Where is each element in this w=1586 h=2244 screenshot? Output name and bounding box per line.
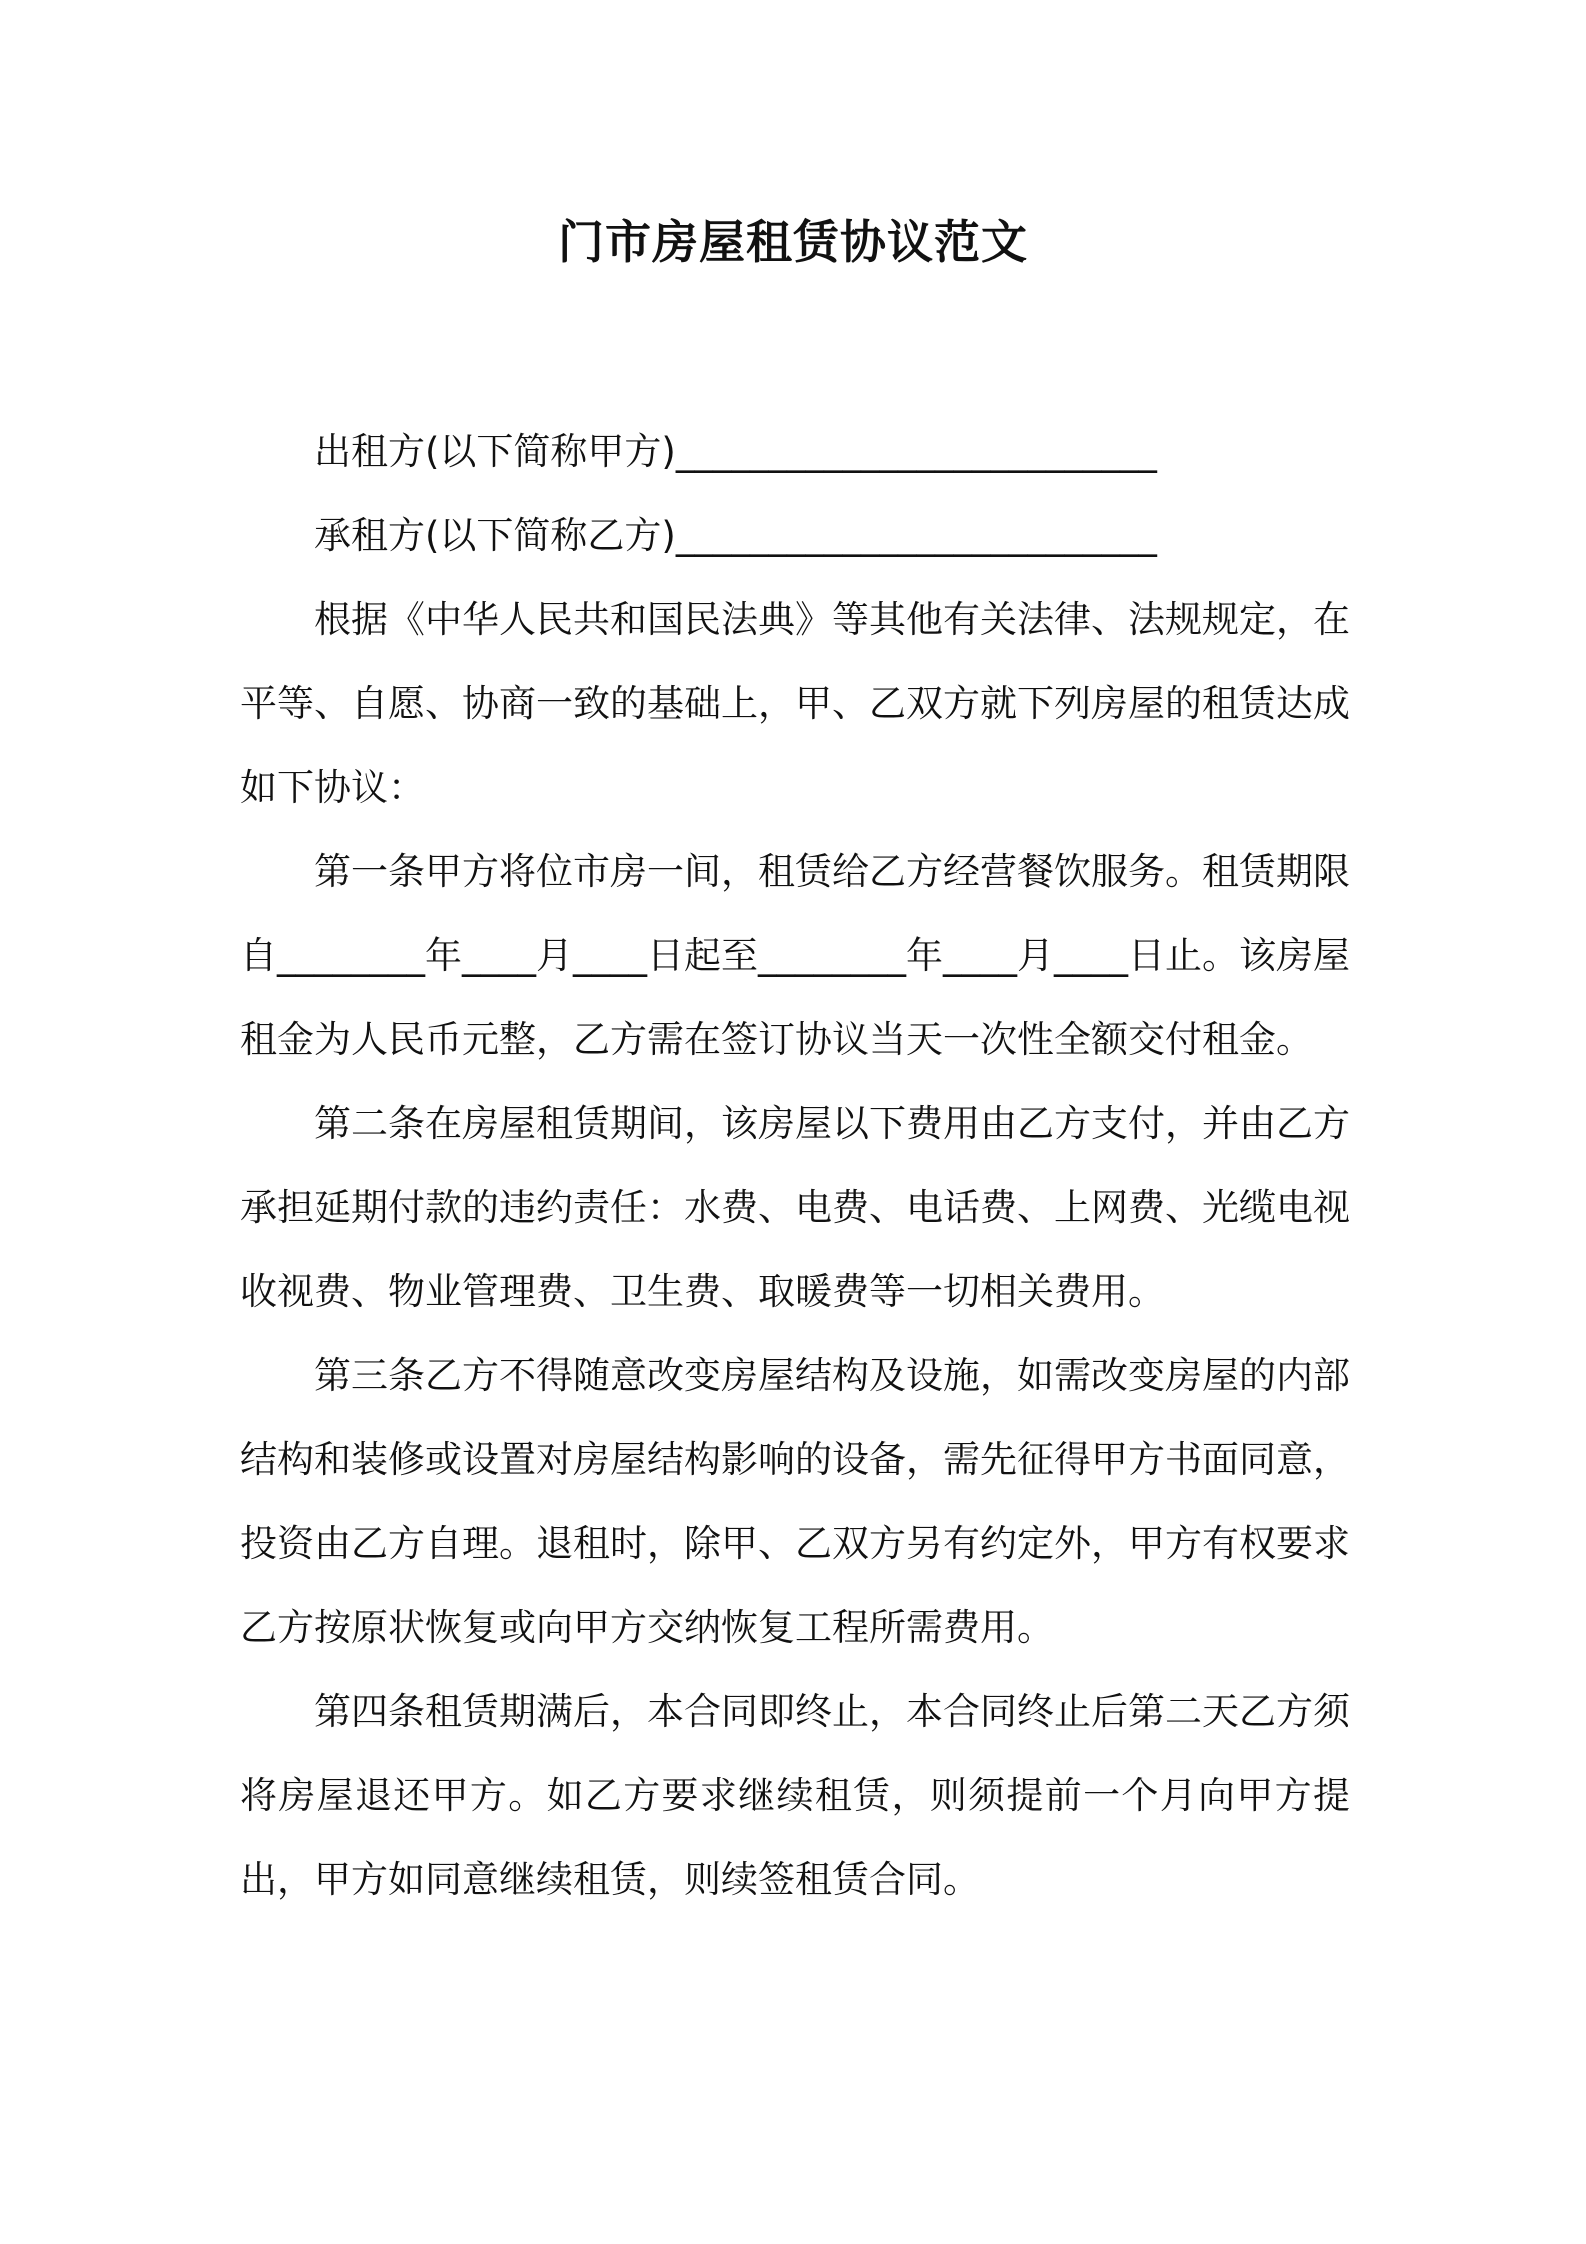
article-1-paragraph: 第一条甲方将位市房一间，租赁给乙方经营餐饮服务。租赁期限自________年____月____日起至________年____月____日止。该房屋租金为人民币元整，乙方需在签订协议当天一次性全额交付租金。 [240,850,1350,1061]
lessor-line: 出租方(以下简称甲方)__________________________ [314,430,1157,473]
article-4-paragraph: 第四条租赁期满后，本合同即终止，本合同终止后第二天乙方须将房屋退还甲方。如乙方要求继续租赁，则须提前一个月向甲方提出，甲方如同意继续租赁，则续签租赁合同。 [240,1690,1350,1901]
lessee-line: 承租方(以下简称乙方)__________________________ [314,514,1157,557]
document-body [240,410,1350,1922]
article-3-paragraph: 第三条乙方不得随意改变房屋结构及设施，如需改变房屋的内部结构和装修或设置对房屋结构影响的设备，需先征得甲方书面同意，投资由乙方自理。退租时，除甲、乙双方另有约定外，甲方有权要求乙方按原状恢复或向甲方交纳恢复工程所需费用。 [240,1354,1350,1649]
article-2-paragraph: 第二条在房屋租赁期间，该房屋以下费用由乙方支付，并由乙方承担延期付款的违约责任：水费、电费、电话费、上网费、光缆电视收视费、物业管理费、卫生费、取暖费等一切相关费用。 [240,1102,1350,1313]
document-title: 门市房屋租赁协议范文 [558,215,1028,269]
preamble-paragraph: 根据《中华人民共和国民法典》等其他有关法律、法规规定，在平等、自愿、协商一致的基础上，甲、乙双方就下列房屋的租赁达成如下协议： [240,598,1350,809]
